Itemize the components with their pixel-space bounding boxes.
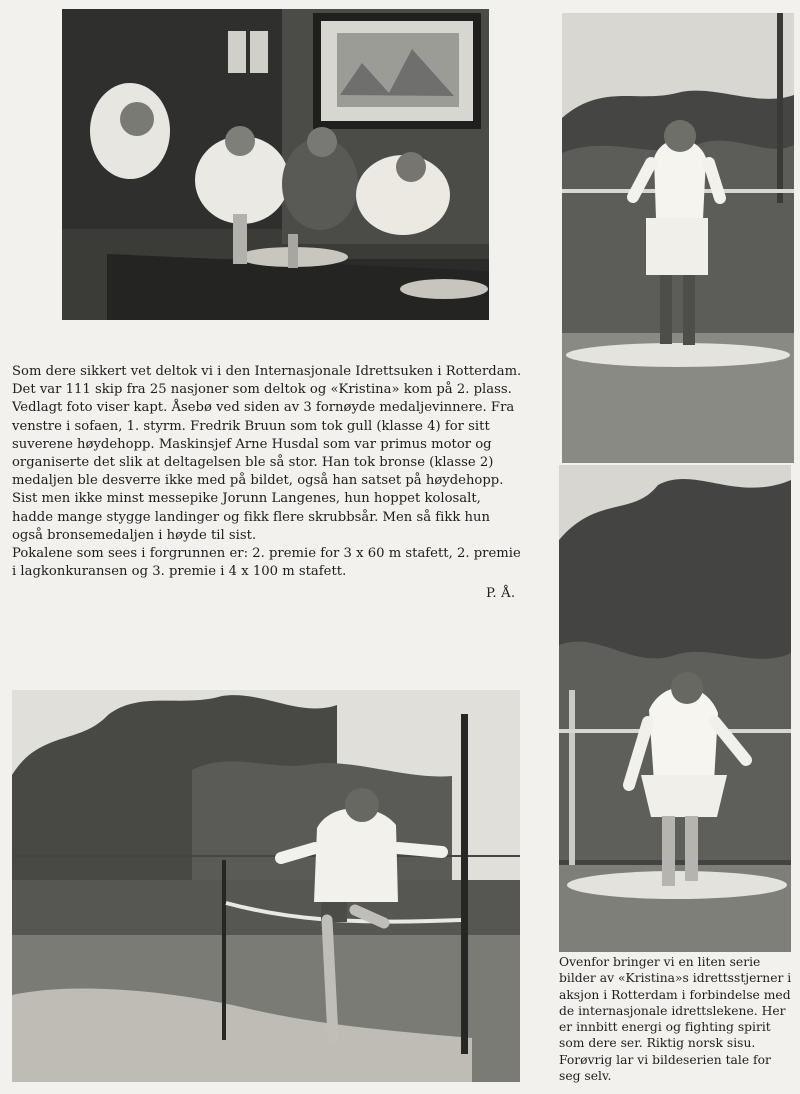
photo-series-caption — [559, 954, 794, 1084]
article-text — [12, 363, 522, 581]
photo-discus-thrower — [559, 465, 791, 952]
article-paragraph-3: Pokalene som sees i forgrunnen er: 2. premie for 3 x 60 m stafett, 2. premie i lagkonkuransen og 3. premie i 4 x 100 m stafett. — [12, 546, 521, 580]
photo-group-at-table — [62, 9, 489, 320]
photo-shot-put-athlete — [562, 13, 794, 463]
photo-high-jump — [12, 690, 520, 1082]
article-signature: P. Å. — [486, 586, 516, 601]
caption-text: Ovenfor bringer vi en liten serie bilder av «Kristina»s idrettsstjerner i aksjon i Rotterdam i forbindelse med de internasjonale idrettslekene. Her er innbitt energi og fighting spirit som dere ser. Riktig norsk sisu. Forøvrig lar vi bildeserien tale for seg selv. — [559, 955, 792, 1084]
article-paragraph-2: Sist men ikke minst messepike Jorunn Langenes, hun hoppet kolosalt, hadde mange stygge landinger og fikk flere skrubbsår. Men så fikk hun også bronsemedaljen i høyde til sist. — [12, 491, 491, 543]
article-paragraph-1: Som dere sikkert vet deltok vi i den Internasjonale Idrettsuken i Rotterdam. Det var 111 skip fra 25 nasjoner som deltok og «Kristina» kom på 2. plass. Vedlagt foto viser kapt. Åsebø ved siden av 3 fornøyde medaljevinnere. Fra venstre i sofaen, 1. styrm. Fredrik Bruun som tok gull (klasse 4) for sitt suverene høydehopp. Maskinsjef Arne Husdal som var primus motor og organiserte det slik at deltagelsen ble så stor. Han tok bronse (klasse 2) medaljen ble desverre ikke med på bildet, også han satset på høydehopp. — [12, 364, 522, 489]
